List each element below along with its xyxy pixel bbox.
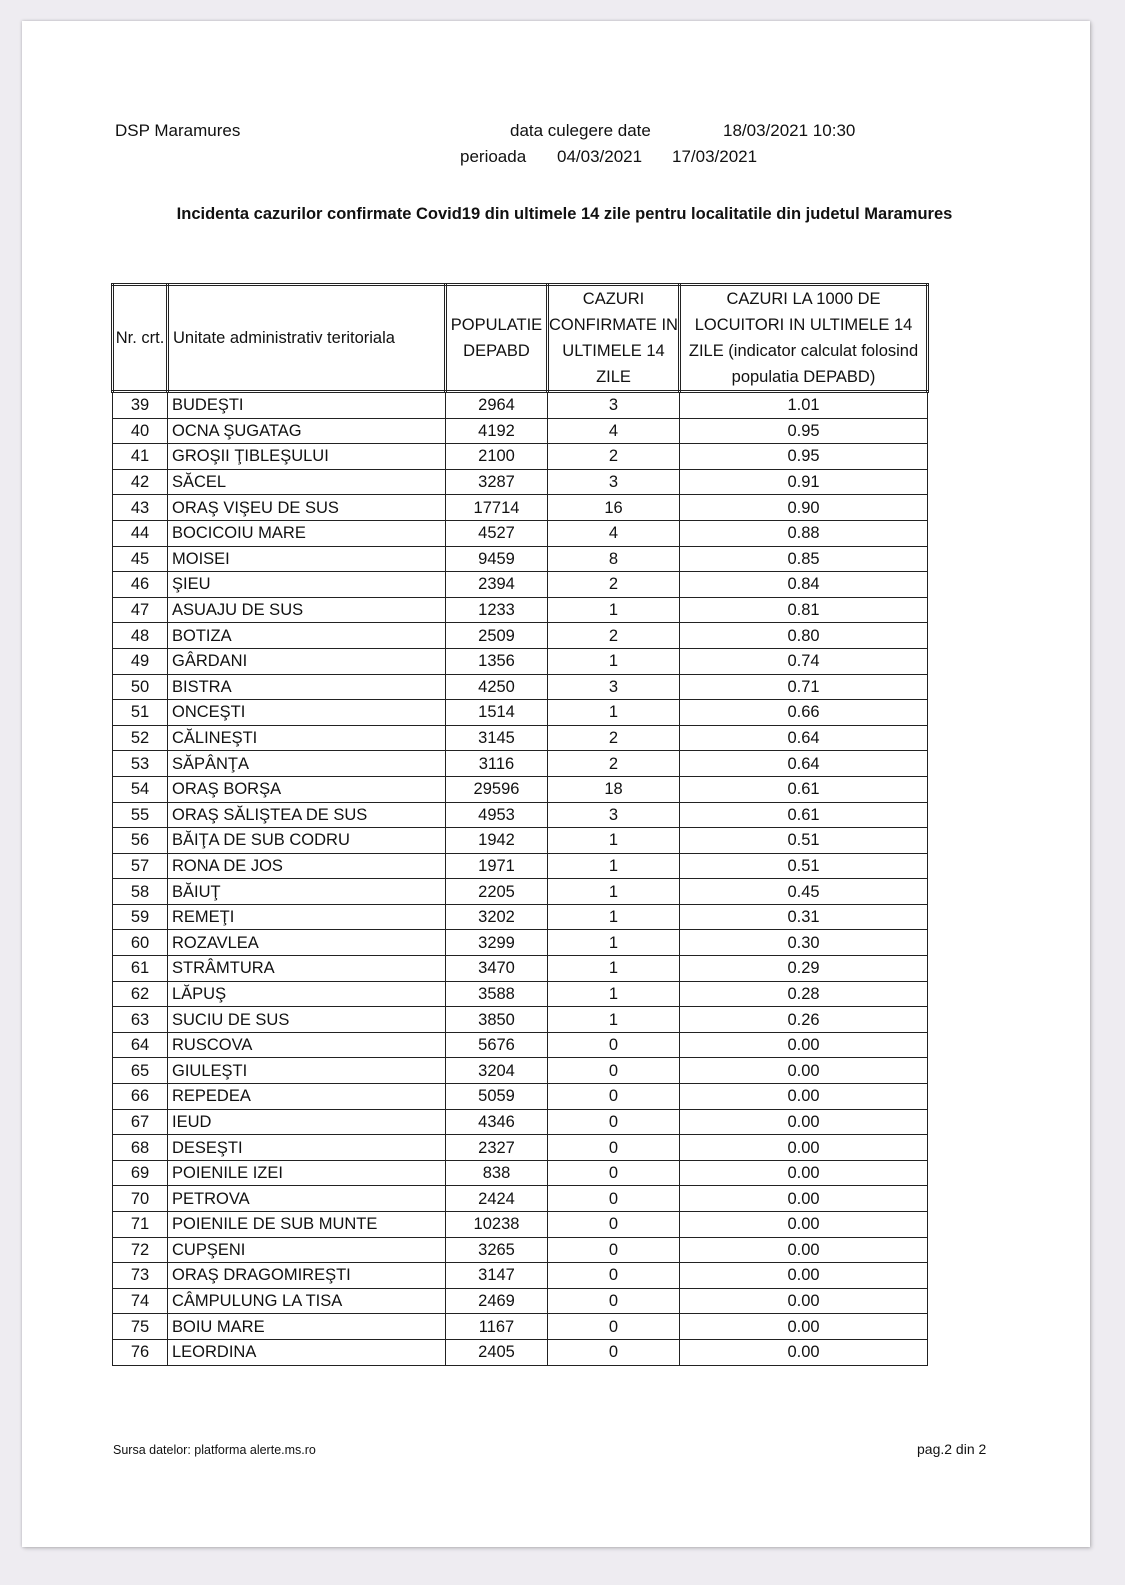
table-row (113, 495, 928, 521)
table-row (113, 1160, 928, 1186)
unit-name: RONA DE JOS (168, 853, 446, 879)
confirmed-cases: 2 (548, 751, 680, 777)
table-row (113, 1135, 928, 1161)
incidence-per-1000: 0.00 (680, 1084, 928, 1110)
confirmed-cases: 1 (548, 648, 680, 674)
confirmed-cases: 0 (548, 1058, 680, 1084)
unit-name: BOCICOIU MARE (168, 520, 446, 546)
incidence-per-1000: 0.00 (680, 1237, 928, 1263)
population: 3265 (446, 1237, 548, 1263)
unit-name: GROŞII ŢIBLEŞULUI (168, 444, 446, 470)
incidence-per-1000: 0.90 (680, 495, 928, 521)
row-number: 50 (113, 674, 168, 700)
row-number: 59 (113, 904, 168, 930)
row-number: 40 (113, 418, 168, 444)
table-row (113, 751, 928, 777)
incidence-per-1000: 0.61 (680, 776, 928, 802)
row-number: 75 (113, 1314, 168, 1340)
unit-name: MOISEI (168, 546, 446, 572)
row-number: 66 (113, 1084, 168, 1110)
confirmed-cases: 0 (548, 1339, 680, 1365)
population: 2405 (446, 1339, 548, 1365)
row-number: 61 (113, 956, 168, 982)
confirmed-cases: 1 (548, 1007, 680, 1033)
row-number: 55 (113, 802, 168, 828)
population: 2394 (446, 572, 548, 598)
unit-name: GÂRDANI (168, 648, 446, 674)
incidence-per-1000: 0.00 (680, 1314, 928, 1340)
table-row (113, 930, 928, 956)
unit-name: SUCIU DE SUS (168, 1007, 446, 1033)
unit-name: ASUAJU DE SUS (168, 597, 446, 623)
table-row (113, 700, 928, 726)
unit-name: SĂCEL (168, 469, 446, 495)
table-row (113, 623, 928, 649)
unit-name: OCNA ŞUGATAG (168, 418, 446, 444)
row-number: 56 (113, 828, 168, 854)
population: 5059 (446, 1084, 548, 1110)
unit-name: POIENILE DE SUB MUNTE (168, 1212, 446, 1238)
unit-name: POIENILE IZEI (168, 1160, 446, 1186)
table-body (113, 392, 928, 1366)
confirmed-cases: 0 (548, 1314, 680, 1340)
row-number: 62 (113, 981, 168, 1007)
population: 3147 (446, 1263, 548, 1289)
table-header-row (113, 285, 928, 392)
incidence-per-1000: 0.00 (680, 1339, 928, 1365)
row-number: 69 (113, 1160, 168, 1186)
incidence-per-1000: 0.64 (680, 751, 928, 777)
unit-name: REPEDEA (168, 1084, 446, 1110)
incidence-per-1000: 0.88 (680, 520, 928, 546)
table-row (113, 520, 928, 546)
incidence-per-1000: 0.00 (680, 1160, 928, 1186)
period-from: 04/03/2021 (557, 147, 643, 166)
unit-name: BĂIUŢ (168, 879, 446, 905)
row-number: 72 (113, 1237, 168, 1263)
incidence-per-1000: 0.45 (680, 879, 928, 905)
population: 1942 (446, 828, 548, 854)
confirmed-cases: 2 (548, 572, 680, 598)
period-label: perioada (460, 147, 527, 166)
incidence-per-1000: 0.00 (680, 1058, 928, 1084)
organization-name: DSP Maramures (115, 121, 241, 140)
unit-name: BOTIZA (168, 623, 446, 649)
confirmed-cases: 0 (548, 1212, 680, 1238)
unit-name: REMEŢI (168, 904, 446, 930)
table-row (113, 572, 928, 598)
table-row (113, 853, 928, 879)
incidence-per-1000: 0.31 (680, 904, 928, 930)
confirmed-cases: 2 (548, 725, 680, 751)
incidence-per-1000: 0.29 (680, 956, 928, 982)
column-header-unit: Unitate administrativ teritoriala (168, 285, 446, 392)
period-to: 17/03/2021 (672, 147, 758, 166)
table-row (113, 1007, 928, 1033)
column-header-nr: Nr. crt. (113, 285, 168, 392)
page-number: pag.2 din 2 (917, 1441, 987, 1457)
confirmed-cases: 0 (548, 1288, 680, 1314)
table-row (113, 1237, 928, 1263)
confirmed-cases: 1 (548, 930, 680, 956)
table-row (113, 1263, 928, 1289)
confirmed-cases: 1 (548, 828, 680, 854)
incidence-per-1000: 0.91 (680, 469, 928, 495)
population: 10238 (446, 1212, 548, 1238)
population: 4346 (446, 1109, 548, 1135)
incidence-per-1000: 0.64 (680, 725, 928, 751)
incidence-per-1000: 0.61 (680, 802, 928, 828)
population: 5676 (446, 1032, 548, 1058)
incidence-per-1000: 0.00 (680, 1212, 928, 1238)
table-row (113, 1032, 928, 1058)
incidence-per-1000: 0.66 (680, 700, 928, 726)
incidence-per-1000: 0.51 (680, 853, 928, 879)
confirmed-cases: 0 (548, 1032, 680, 1058)
population: 3202 (446, 904, 548, 930)
confirmed-cases: 3 (548, 802, 680, 828)
row-number: 44 (113, 520, 168, 546)
confirmed-cases: 1 (548, 700, 680, 726)
population: 1971 (446, 853, 548, 879)
confirmed-cases: 0 (548, 1186, 680, 1212)
table-row (113, 879, 928, 905)
row-number: 71 (113, 1212, 168, 1238)
column-header-population: POPULATIE DEPABD (446, 285, 548, 392)
confirmed-cases: 0 (548, 1109, 680, 1135)
table-row (113, 956, 928, 982)
confirmed-cases: 1 (548, 956, 680, 982)
unit-name: ONCEŞTI (168, 700, 446, 726)
confirmed-cases: 1 (548, 597, 680, 623)
unit-name: ORAŞ SĂLIŞTEA DE SUS (168, 802, 446, 828)
confirmed-cases: 3 (548, 674, 680, 700)
population: 2327 (446, 1135, 548, 1161)
unit-name: ORAŞ BORŞA (168, 776, 446, 802)
row-number: 43 (113, 495, 168, 521)
confirmed-cases: 2 (548, 623, 680, 649)
incidence-per-1000: 0.95 (680, 444, 928, 470)
confirmed-cases: 4 (548, 520, 680, 546)
population: 3850 (446, 1007, 548, 1033)
table-row (113, 1186, 928, 1212)
population: 2424 (446, 1186, 548, 1212)
population: 3588 (446, 981, 548, 1007)
population: 3116 (446, 751, 548, 777)
table-row (113, 1109, 928, 1135)
confirmed-cases: 4 (548, 418, 680, 444)
table-row (113, 981, 928, 1007)
unit-name: SĂPÂNŢA (168, 751, 446, 777)
unit-name: BOIU MARE (168, 1314, 446, 1340)
table-row (113, 725, 928, 751)
incidence-per-1000: 0.00 (680, 1109, 928, 1135)
population: 1356 (446, 648, 548, 674)
row-number: 57 (113, 853, 168, 879)
collection-date-label: data culegere date (510, 121, 651, 140)
table-row (113, 392, 928, 419)
population: 29596 (446, 776, 548, 802)
population: 9459 (446, 546, 548, 572)
unit-name: RUSCOVA (168, 1032, 446, 1058)
unit-name: ORAŞ VIŞEU DE SUS (168, 495, 446, 521)
row-number: 58 (113, 879, 168, 905)
incidence-per-1000: 0.00 (680, 1135, 928, 1161)
incidence-table (111, 283, 929, 1366)
unit-name: IEUD (168, 1109, 446, 1135)
confirmed-cases: 0 (548, 1237, 680, 1263)
confirmed-cases: 1 (548, 879, 680, 905)
row-number: 45 (113, 546, 168, 572)
row-number: 53 (113, 751, 168, 777)
row-number: 48 (113, 623, 168, 649)
table-row (113, 1058, 928, 1084)
incidence-per-1000: 0.74 (680, 648, 928, 674)
table-row (113, 546, 928, 572)
table-row (113, 597, 928, 623)
incidence-per-1000: 0.80 (680, 623, 928, 649)
confirmed-cases: 8 (548, 546, 680, 572)
population: 3299 (446, 930, 548, 956)
confirmed-cases: 0 (548, 1160, 680, 1186)
table-row (113, 1288, 928, 1314)
confirmed-cases: 3 (548, 392, 680, 419)
confirmed-cases: 18 (548, 776, 680, 802)
unit-name: BUDEŞTI (168, 392, 446, 419)
table-row (113, 904, 928, 930)
population: 4192 (446, 418, 548, 444)
incidence-per-1000: 0.00 (680, 1032, 928, 1058)
document-page (22, 21, 1090, 1547)
document-title: Incidenta cazurilor confirmate Covid19 din ultimele 14 zile pentru localitatile din judetul Maramures (176, 205, 953, 223)
incidence-per-1000: 0.00 (680, 1288, 928, 1314)
unit-name: PETROVA (168, 1186, 446, 1212)
population: 2964 (446, 392, 548, 419)
row-number: 42 (113, 469, 168, 495)
incidence-per-1000: 0.71 (680, 674, 928, 700)
row-number: 70 (113, 1186, 168, 1212)
incidence-per-1000: 0.26 (680, 1007, 928, 1033)
incidence-per-1000: 0.81 (680, 597, 928, 623)
unit-name: LĂPUŞ (168, 981, 446, 1007)
table-row (113, 1314, 928, 1340)
row-number: 76 (113, 1339, 168, 1365)
confirmed-cases: 2 (548, 444, 680, 470)
population: 17714 (446, 495, 548, 521)
row-number: 63 (113, 1007, 168, 1033)
incidence-per-1000: 0.00 (680, 1186, 928, 1212)
confirmed-cases: 16 (548, 495, 680, 521)
unit-name: CĂLINEŞTI (168, 725, 446, 751)
table-row (113, 802, 928, 828)
row-number: 60 (113, 930, 168, 956)
table-row (113, 674, 928, 700)
incidence-per-1000: 0.30 (680, 930, 928, 956)
confirmed-cases: 0 (548, 1263, 680, 1289)
incidence-per-1000: 0.84 (680, 572, 928, 598)
population: 3204 (446, 1058, 548, 1084)
table-row (113, 1339, 928, 1365)
row-number: 64 (113, 1032, 168, 1058)
unit-name: ORAŞ DRAGOMIREŞTI (168, 1263, 446, 1289)
data-source-note: Sursa datelor: platforma alerte.ms.ro (113, 1443, 316, 1457)
unit-name: STRÂMTURA (168, 956, 446, 982)
table-row (113, 776, 928, 802)
unit-name: ROZAVLEA (168, 930, 446, 956)
confirmed-cases: 1 (548, 904, 680, 930)
table-row (113, 1212, 928, 1238)
confirmed-cases: 3 (548, 469, 680, 495)
collection-date-value: 18/03/2021 10:30 (723, 121, 856, 140)
row-number: 54 (113, 776, 168, 802)
unit-name: BISTRA (168, 674, 446, 700)
incidence-per-1000: 0.51 (680, 828, 928, 854)
row-number: 73 (113, 1263, 168, 1289)
population: 3145 (446, 725, 548, 751)
incidence-per-1000: 1.01 (680, 392, 928, 419)
population: 4527 (446, 520, 548, 546)
table-row (113, 469, 928, 495)
row-number: 41 (113, 444, 168, 470)
row-number: 51 (113, 700, 168, 726)
population: 1167 (446, 1314, 548, 1340)
population: 3470 (446, 956, 548, 982)
population: 4953 (446, 802, 548, 828)
table-row (113, 418, 928, 444)
population: 1233 (446, 597, 548, 623)
row-number: 46 (113, 572, 168, 598)
unit-name: CÂMPULUNG LA TISA (168, 1288, 446, 1314)
incidence-per-1000: 0.00 (680, 1263, 928, 1289)
row-number: 68 (113, 1135, 168, 1161)
population: 3287 (446, 469, 548, 495)
unit-name: ŞIEU (168, 572, 446, 598)
table-row (113, 828, 928, 854)
incidence-per-1000: 0.85 (680, 546, 928, 572)
population: 2100 (446, 444, 548, 470)
population: 2205 (446, 879, 548, 905)
unit-name: BĂIŢA DE SUB CODRU (168, 828, 446, 854)
column-header-cases: CAZURI CONFIRMATE IN ULTIMELE 14 ZILE (548, 285, 680, 392)
confirmed-cases: 1 (548, 853, 680, 879)
row-number: 52 (113, 725, 168, 751)
row-number: 65 (113, 1058, 168, 1084)
row-number: 39 (113, 392, 168, 419)
row-number: 49 (113, 648, 168, 674)
unit-name: DESEŞTI (168, 1135, 446, 1161)
table-row (113, 444, 928, 470)
incidence-per-1000: 0.95 (680, 418, 928, 444)
confirmed-cases: 0 (548, 1135, 680, 1161)
unit-name: CUPŞENI (168, 1237, 446, 1263)
table-row (113, 648, 928, 674)
column-header-incidence: CAZURI LA 1000 DE LOCUITORI IN ULTIMELE 14 ZILE (indicator calculat folosind populatia DEPABD) (680, 285, 928, 392)
population: 2469 (446, 1288, 548, 1314)
confirmed-cases: 0 (548, 1084, 680, 1110)
population: 2509 (446, 623, 548, 649)
row-number: 47 (113, 597, 168, 623)
table-row (113, 1084, 928, 1110)
row-number: 74 (113, 1288, 168, 1314)
confirmed-cases: 1 (548, 981, 680, 1007)
population: 838 (446, 1160, 548, 1186)
population: 4250 (446, 674, 548, 700)
population: 1514 (446, 700, 548, 726)
unit-name: LEORDINA (168, 1339, 446, 1365)
incidence-per-1000: 0.28 (680, 981, 928, 1007)
row-number: 67 (113, 1109, 168, 1135)
unit-name: GIULEŞTI (168, 1058, 446, 1084)
